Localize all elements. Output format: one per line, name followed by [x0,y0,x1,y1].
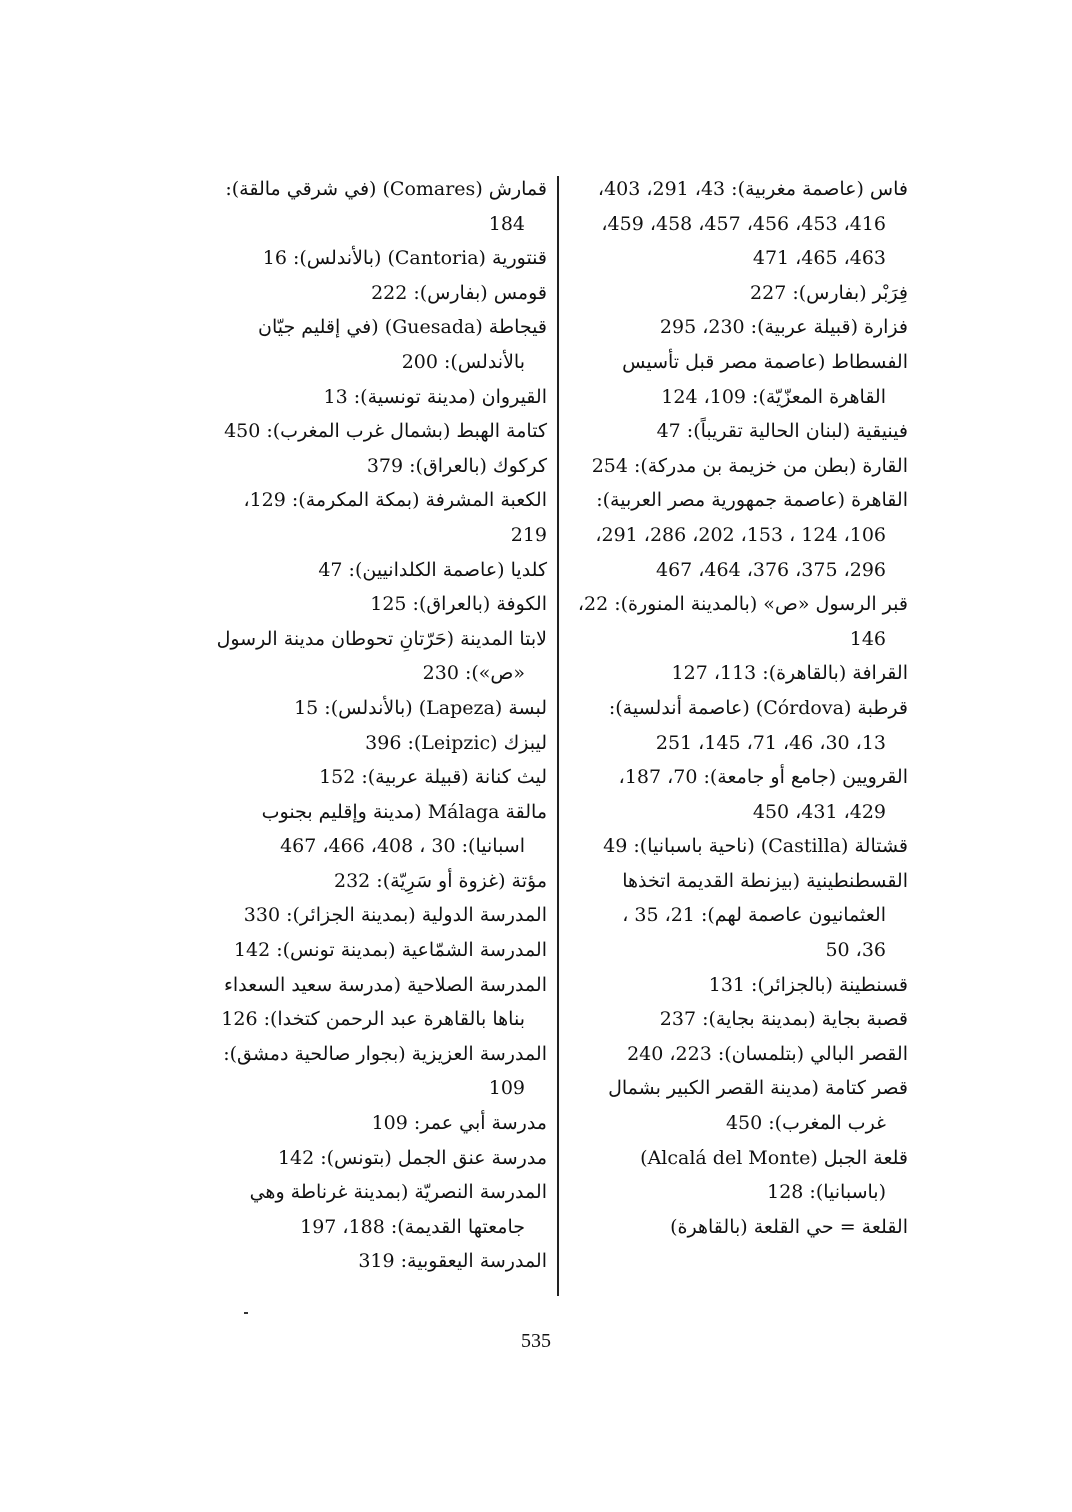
index-entry [215,380,547,415]
index-entry-heading: قسنطينة (بالجزائر): 131 [708,973,908,996]
index-entry-heading: قشتالة (Castilla) (ناحية باسبانيا): 49 [603,835,908,858]
index-entry-heading: فينيقية (لبنان الحالية تقريباً): 47 [656,420,908,443]
index-entry [215,449,547,484]
index-entry [215,864,547,899]
index-entry-heading: القسطنطينية (بيزنطة القديمة اتخذها [622,869,908,892]
index-entry [570,587,908,656]
index-entry [215,968,547,1037]
index-entry [215,1106,547,1141]
index-entry [570,172,908,276]
index-entry [215,760,547,795]
index-entry-heading: مدرسة عنق الجمل (بتونس): 142 [277,1146,547,1169]
index-entry [570,345,908,414]
index-entry-heading: مدرسة أبي عمر: 109 [371,1112,547,1135]
index-entry-heading: ليث كنانة (قبيلة عربية): 152 [319,766,547,789]
index-entry-heading: فاس (عاصمة مغربية): 43، 291، 403، [597,178,908,200]
index-entry-heading: القارة (بطن من خزيمة بن مدركة): 254 [591,454,908,477]
index-entry [570,276,908,311]
index-entry-continuation: اسبانيا): 30 ، 408، 466، 467 [280,835,525,858]
index-entry-heading: المدرسة اليعقوبية: 319 [358,1250,547,1273]
index-entry [215,483,547,552]
index-entry-continuation: جامعتها القديمة): 188، 197 [300,1215,525,1238]
index-entry [215,276,547,311]
index-entry [215,898,547,933]
index-entry [215,1037,547,1106]
page-number: 535 [521,1330,551,1352]
index-entry [570,864,908,968]
index-entry-heading: كلديا (عاصمة الكلدانيين): 47 [318,558,547,581]
index-entry [570,1141,908,1210]
index-entry [215,691,547,726]
index-entry [215,241,547,276]
index-entry [570,1210,908,1245]
index-entry-heading: قرطبة (Córdova) (عاصمة أندلسية): [608,696,908,719]
index-entry-heading: المدرسة العزيزية (بجوار صالحية دمشق): [223,1042,547,1065]
index-entry-heading: فزارة (قبيلة عربية): 230، 295 [659,316,908,339]
index-entry-continuation: 36، 50 [825,939,886,962]
index-entry [570,968,908,1003]
index-entry-continuation: 296، 375، 376، 464، 467 [655,558,886,581]
index-column-right [570,172,908,1244]
index-entry-heading: قيجاطة (Guesada) (في إقليم جيّان [258,316,547,339]
index-entry-continuation: العثمانيون عاصمة لهم): 21، 35 ، [622,904,886,927]
index-entry-heading: القرويين (جامع أو جامعة): 70، 187، [618,766,908,789]
index-entry-continuation: 429، 431، 450 [752,800,886,823]
index-entry-heading: المدرسة الشمّاعية (بمدينة تونس): 142 [233,939,547,962]
index-entry-continuation: «ص»): 230 [422,662,525,685]
index-entry [570,483,908,587]
index-entry-heading: المدرسة الصلاحية (مدرسة سعيد السعداء [223,973,547,996]
index-entry [570,414,908,449]
index-entry [570,760,908,829]
index-entry [215,310,547,379]
index-entry-heading: قبر الرسول «ص» (بالمدينة المنورة): 22، [577,593,908,616]
index-entry [215,726,547,761]
index-entry [570,656,908,691]
index-entry-heading: قلعة الجبل (Alcalá del Monte) [640,1146,908,1169]
index-entry [570,310,908,345]
index-entry [570,829,908,864]
index-entry-heading: قمارش (Comares) (في شرقي مالقة): [225,178,547,200]
index-entry [570,1037,908,1072]
index-entry-heading: قنتورية (Cantoria) (بالأندلس): 16 [262,247,547,270]
index-entry-continuation: (باسبانيا): 128 [767,1181,886,1204]
index-entry [215,1244,547,1279]
index-entry-heading: الكوفة (بالعراق): 125 [370,593,547,616]
index-entry-heading: المدرسة النصريّة (بمدينة غرناطة وهي [249,1181,547,1204]
index-column-left [215,172,547,1279]
index-entry-heading: القاهرة (عاصمة جمهورية مصر العربية): [596,489,908,512]
index-entry-continuation: 13، 30، 46، 71، 145، 251 [655,731,886,754]
index-entry [570,449,908,484]
index-entry-continuation: 184 [488,212,525,235]
index-entry-heading: القصر البالي (بتلمسان): 223، 240 [627,1042,908,1065]
index-entry-continuation: غرب المغرب): 450 [725,1112,886,1135]
index-entry-continuation: 109 [488,1077,525,1100]
index-entry-continuation: 106، 124 ، 153، 202، 286، 291، [595,523,886,546]
index-entry-heading: قومس (بفارس): 222 [371,281,547,304]
index-entry-heading: القلعة = حي القلعة (بالقاهرة) [670,1215,908,1238]
index-entry-heading: كتامة الهبط (بشمال غرب المغرب): 450 [224,420,547,443]
index-entry-heading: القيروان (مدينة تونسية): 13 [323,385,547,408]
index-entry-heading: القرافة (بالقاهرة): 113، 127 [671,662,908,685]
index-entry-heading: ليبزك (Leipzic): 396 [365,731,547,754]
print-speck [244,1312,248,1314]
index-entry-heading: كركوك (بالعراق): 379 [366,454,547,477]
index-entry-continuation: بناها بالقاهرة عبد الرحمن كتخدا): 126 [221,1008,525,1031]
index-entry-heading: المدرسة الدولية (بمدينة الجزائر): 330 [243,904,547,927]
index-entry-heading: مؤتة (غزوة أو سَرِيّة): 232 [334,869,547,892]
index-entry [215,587,547,622]
index-entry [570,691,908,760]
index-entry-continuation: القاهرة المعزّيّة): 109، 124 [661,385,886,408]
column-divider [557,176,559,1296]
index-entry-heading: قصر كتامة (مدينة القصر الكبير بشمال [608,1077,908,1100]
index-entry-heading: فِرَبْر (بفارس): 227 [750,281,908,304]
index-entry [570,1071,908,1140]
index-entry-continuation: بالأندلس): 200 [401,350,525,373]
index-entry [215,622,547,691]
index-entry-heading: الكعبة المشرفة (بمكة المكرمة): 129، 219 [243,489,547,546]
index-entry-heading: مالقة Málaga (مدينة وإقليم بجنوب [261,800,547,823]
index-entry [570,1002,908,1037]
index-entry-heading: لابتا المدينة (حَرّتانِ تحوطان مدينة الرسول [216,627,547,650]
index-entry-continuation: 416، 453، 456، 457، 458، 459، [601,212,886,235]
index-entry-continuation: 146 [849,627,886,650]
index-entry [215,795,547,864]
index-entry [215,553,547,588]
index-entry-heading: قصبة بجاية (بمدينة بجاية): 237 [659,1008,908,1031]
index-entry [215,172,547,241]
index-entry-continuation: 463، 465، 471 [752,247,886,270]
index-entry [215,933,547,968]
index-entry-heading: الفسطاط (عاصمة مصر قبل تأسيس [622,350,908,373]
index-entry [215,1175,547,1244]
index-entry [215,414,547,449]
index-entry-heading: لبسة (Lapeza) (بالأندلس): 15 [294,696,547,719]
index-entry [215,1141,547,1176]
